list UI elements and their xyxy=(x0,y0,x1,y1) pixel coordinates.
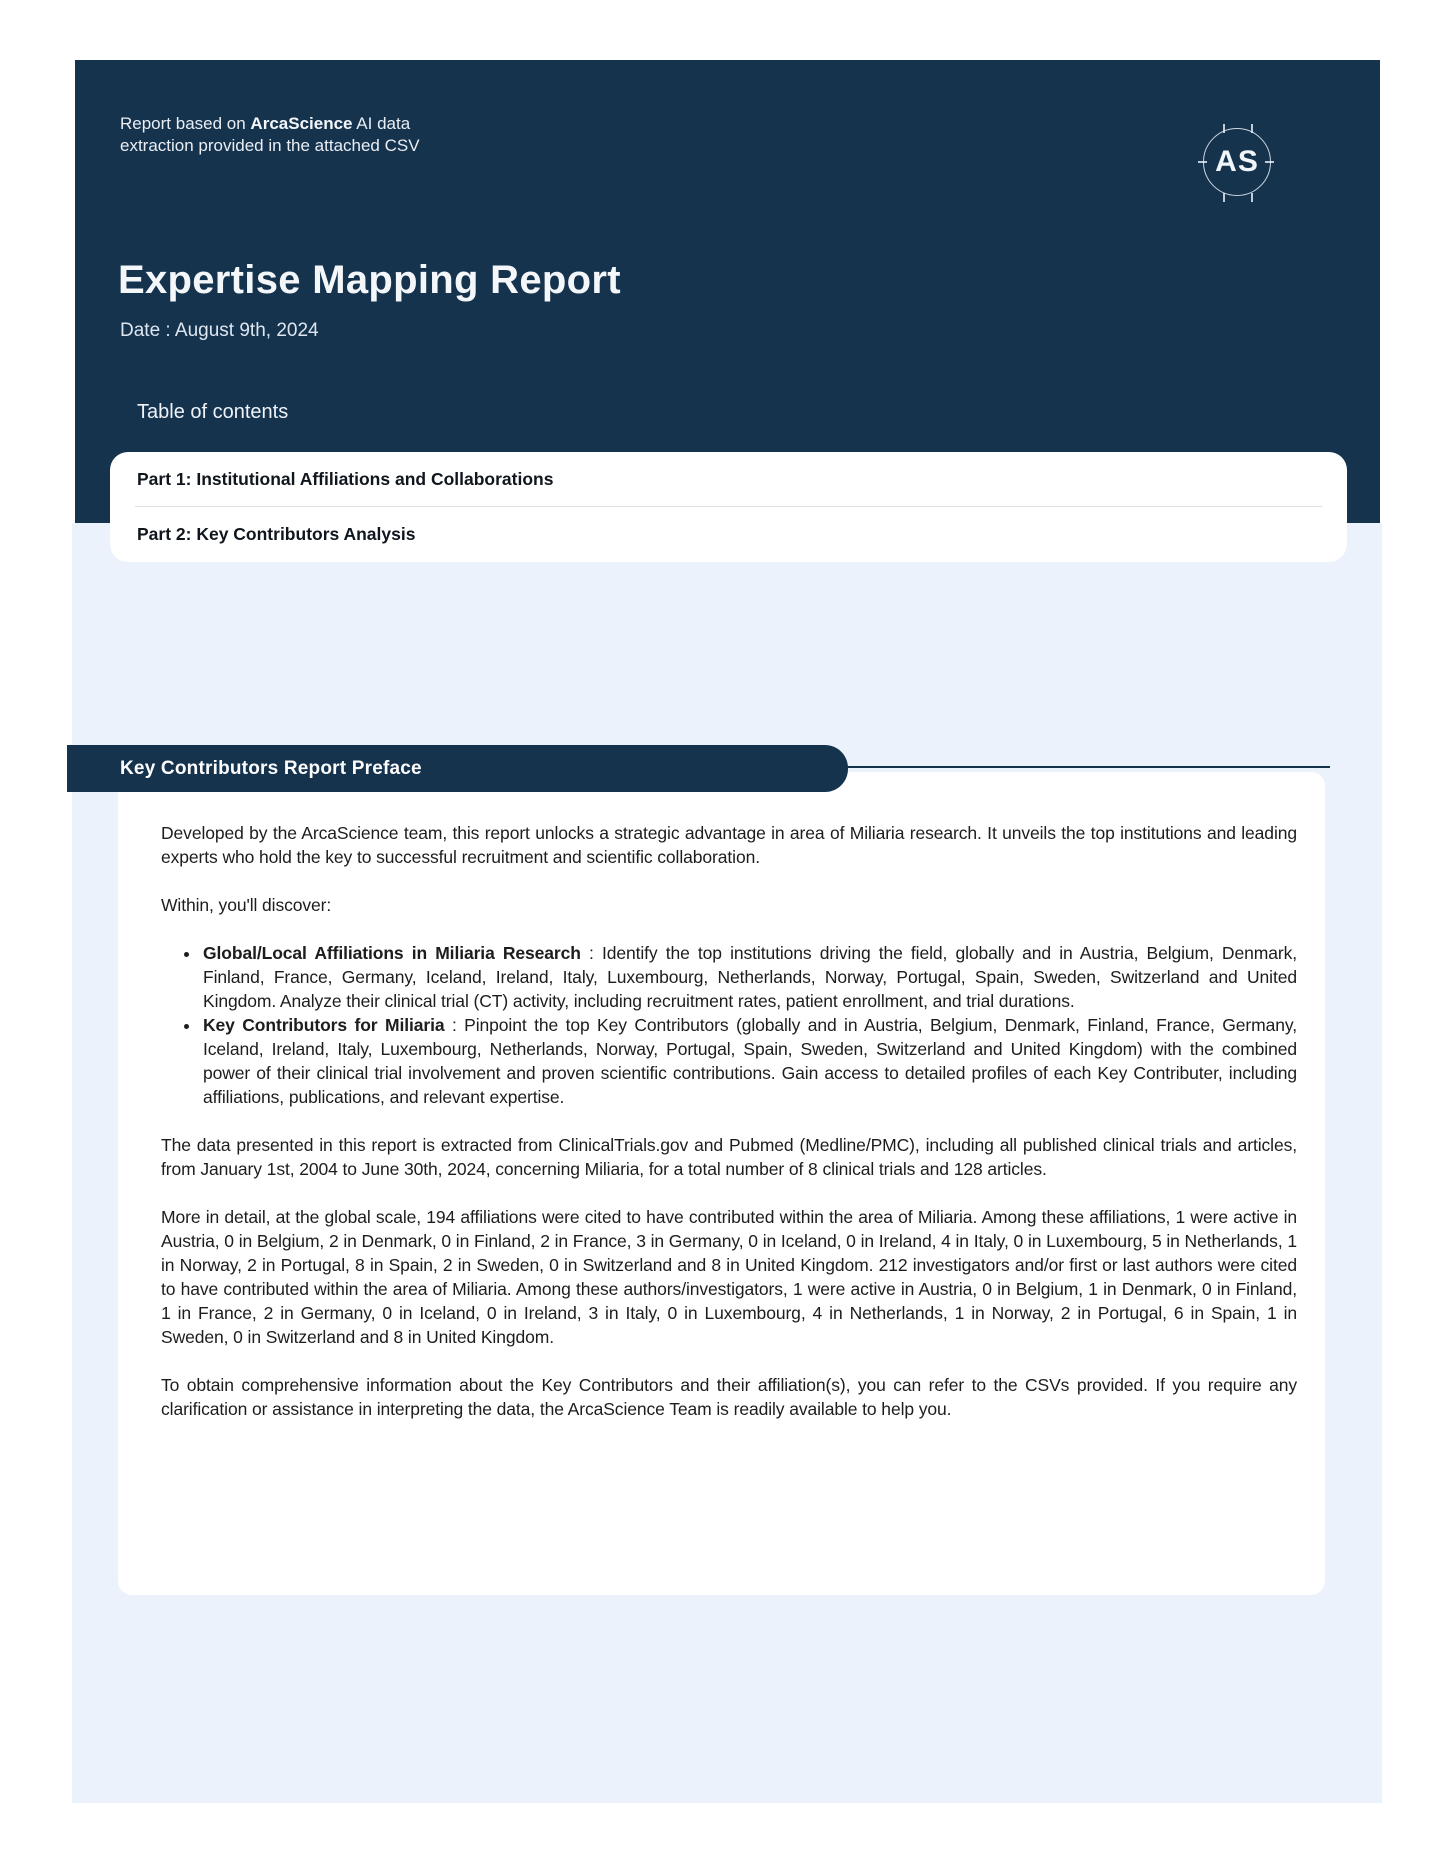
discover-label: Within, you'll discover: xyxy=(161,895,332,915)
note-suffix: AI data extraction provided in the attached CSV xyxy=(120,114,420,155)
bullet-title: Global/Local Affiliations in Miliaria Research xyxy=(203,943,581,963)
toc-item-label: Part 2: Key Contributors Analysis xyxy=(137,523,416,544)
logo-circle-icon xyxy=(1203,128,1271,196)
brand-name: ArcaScience xyxy=(250,114,353,133)
section-banner xyxy=(67,745,848,792)
report-source-note xyxy=(120,113,430,157)
detail-statistics-paragraph: More in detail, at the global scale, 194 affiliations were cited to have contributed within the area of Miliaria. Among these affiliations, 1 were active in Austria, 0 in Belgium, 2 in Denmark, 0 in Finland, 2 in France, 3 in Germany, 0 in Iceland, 0 in Ireland, 4 in Italy, 0 in Luxembourg, 5 in Netherlands, 1 in Norway, 2 in Portugal, 8 in Spain, 2 in Sweden, 0 in Switzerland and 8 in United Kingdom. 212 investigators and/or first or last authors were cited to have contributed within the area of Miliaria. Among these authors/investigators, 1 were active in Austria, 0 in Belgium, 1 in Denmark, 0 in Finland, 1 in France, 2 in Germany, 0 in Iceland, 0 in Ireland, 3 in Italy, 0 in Luxembourg, 4 in Netherlands, 1 in Norway, 2 in Portugal, 6 in Spain, 1 in Sweden, 0 in Switzerland and 8 in United Kingdom. xyxy=(161,1207,1297,1347)
bullet-title: Key Contributors for Miliaria xyxy=(203,1015,445,1035)
toc-item-part1[interactable] xyxy=(110,452,1347,506)
logo-tick-icon xyxy=(1223,193,1225,202)
toc-item-part2[interactable] xyxy=(110,507,1347,561)
bullet-text: : Identify the top institutions driving the field, globally and in Austria, Belgium, Denmark, Finland, France, Germany, Iceland, Ireland, Italy, Luxembourg, Netherlands, Norway, Portugal, Spain, Sweden, Switzerland and United Kingdom. Analyze their clinical trial (CT) activity, including recruitment rates, patient enrollment, and trial durations. xyxy=(203,943,1297,1011)
table-of-contents xyxy=(110,452,1347,562)
bullet-item-affiliations xyxy=(201,941,1297,1013)
bullet-item-contributors xyxy=(201,1013,1297,1109)
closing-paragraph: To obtain comprehensive information about the Key Contributors and their affiliation(s), you can refer to the CSVs provided. If you require any clarification or assistance in interpreting the data, the ArcaScience Team is readily available to help you. xyxy=(161,1375,1297,1419)
logo-monogram: AS xyxy=(1215,145,1259,178)
toc-heading: Table of contents xyxy=(137,401,289,423)
section-banner-title: Key Contributors Report Preface xyxy=(120,757,422,779)
note-prefix: Report based on xyxy=(120,114,251,133)
toc-item-label: Part 1: Institutional Affiliations and Collaborations xyxy=(137,468,554,489)
report-date: Date : August 9th, 2024 xyxy=(120,320,319,341)
bullet-text: : Pinpoint the top Key Contributors (globally and in Austria, Belgium, Denmark, Finland, France, Germany, Iceland, Ireland, Italy, Luxembourg, Netherlands, Norway, Portugal, Spain, Sweden, Switzerland and United Kingdom) with the combined power of their clinical trial involvement and proven scientific contributions. Gain access to detailed profiles of each Key Contributer, including affiliations, publications, and relevant expertise. xyxy=(203,1015,1297,1107)
preface-intro-paragraph: Developed by the ArcaScience team, this report unlocks a strategic advantage in area of Miliaria research. It unveils the top institutions and leading experts who hold the key to successful recruitment and scientific collaboration. xyxy=(161,823,1297,867)
arcascience-logo xyxy=(1203,128,1273,198)
preface-content-card xyxy=(118,772,1325,1595)
data-scope-paragraph: The data presented in this report is extracted from ClinicalTrials.gov and Pubmed (Medline/PMC), including all published clinical trials and articles, from January 1st, 2004 to June 30th, 2024, concerning Miliaria, for a total number of 8 clinical trials and 128 articles. xyxy=(161,1135,1297,1179)
discover-bullet-list xyxy=(161,941,1297,1109)
page-title: Expertise Mapping Report xyxy=(118,258,621,302)
section-banner-rule xyxy=(846,766,1330,768)
logo-tick-icon xyxy=(1251,193,1253,202)
